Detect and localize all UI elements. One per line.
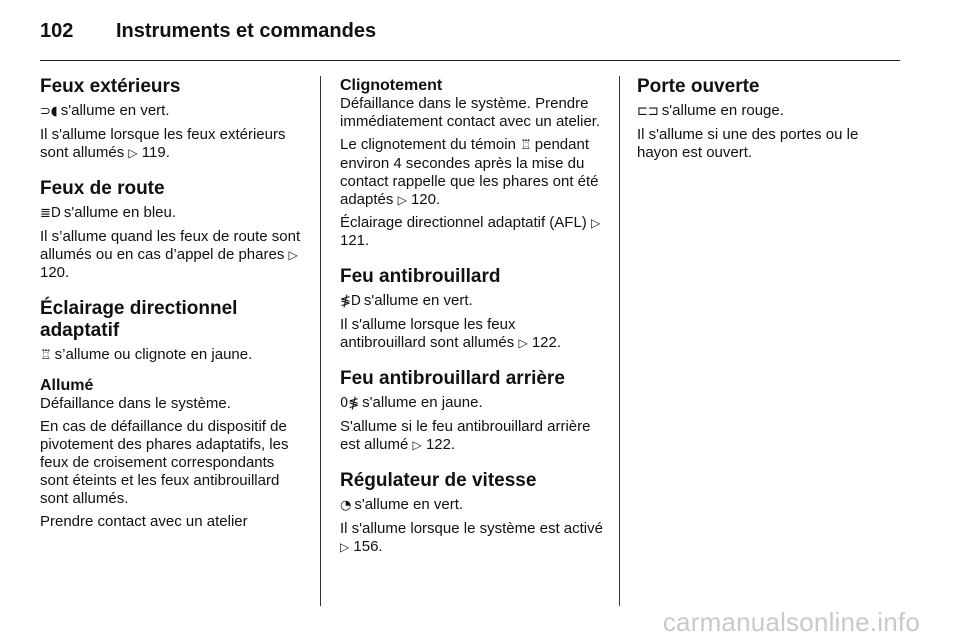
page-ref-arrow-icon: ▷ xyxy=(518,336,528,350)
page-ref-arrow-icon: ▷ xyxy=(412,438,422,452)
fog-light-icon: ≸D xyxy=(340,294,361,309)
feux-ext-text: Il s'allume lorsque les feux extérieurs sont allumés xyxy=(40,126,286,161)
column-divider-2 xyxy=(619,76,620,606)
allume-p2: En cas de défaillance du dispositif de pivotement des phares adaptatifs, les feux de croisement correspondants sont éteints et les feux antibrouillard sont allumés. xyxy=(40,418,289,507)
antibrouillard-arr-line: s'allume en jaune. xyxy=(362,394,483,411)
rear-fog-light-icon: 0≸ xyxy=(340,396,360,411)
feux-route-line: s'allume en bleu. xyxy=(63,204,177,221)
page-number: 102 xyxy=(40,20,74,42)
clignotement-p2-ref: 120. xyxy=(410,191,441,208)
section-title-feux-route: Feux de route xyxy=(40,178,165,199)
afl-icon: ♖ xyxy=(40,348,52,363)
door-open-icon: ⊏⊐ xyxy=(637,104,659,119)
regulateur-text: Il s'allume lorsque le système est activé xyxy=(340,520,603,537)
feux-ext-line: s'allume en vert. xyxy=(60,102,170,119)
subsection-title-allume: Allumé xyxy=(40,377,94,394)
page-ref-arrow-icon: ▷ xyxy=(397,193,407,207)
clignotement-p2b: pendant environ 4 secondes après la mise du contact rappelle que les phares ont été adaptés xyxy=(340,136,599,208)
allume-p3: Prendre contact avec un atelier xyxy=(40,513,248,530)
high-beam-icon: ≣D xyxy=(40,206,61,221)
section-title-antibrouillard-arriere: Feu antibrouillard arrière xyxy=(340,368,565,389)
feux-route-text: Il s’allume quand les feux de route sont allumés ou en cas d’appel de phares xyxy=(40,228,301,263)
page-title: Instruments et commandes xyxy=(116,20,377,42)
clignotement-p3: Éclairage directionnel adaptatif (AFL) xyxy=(340,214,587,231)
section-title-feux-exterieurs: Feux extérieurs xyxy=(40,76,181,97)
column-2 xyxy=(340,76,605,561)
subsection-title-clignotement: Clignotement xyxy=(340,77,443,94)
afl-icon: ♖ xyxy=(520,138,532,153)
page-ref-arrow-icon: ▷ xyxy=(340,540,350,554)
page-ref-arrow-icon: ▷ xyxy=(128,146,138,160)
regulateur-ref: 156. xyxy=(353,538,383,555)
feux-route-ref: 120. xyxy=(40,264,70,281)
section-title-antibrouillard: Feu antibrouillard xyxy=(340,266,501,287)
porte-text: Il s'allume si une des portes ou le hayon est ouvert. xyxy=(637,126,859,161)
regulateur-line: s'allume en vert. xyxy=(354,496,464,513)
afl-line: s’allume ou clignote en jaune. xyxy=(54,346,253,363)
clignotement-p3-ref: 121. xyxy=(340,232,370,249)
feux-ext-ref: 119. xyxy=(141,144,170,161)
exterior-lights-icon: ⊃◖ xyxy=(40,104,58,119)
section-title-regulateur: Régulateur de vitesse xyxy=(340,470,537,491)
cruise-control-icon: ◔ xyxy=(340,498,352,513)
porte-line: s'allume en rouge. xyxy=(661,102,784,119)
section-title-porte-ouverte: Porte ouverte xyxy=(637,76,760,97)
page-ref-arrow-icon: ▷ xyxy=(288,248,298,262)
antibrouillard-arr-text: S'allume si le feu antibrouillard arrière est allumé xyxy=(340,418,591,453)
antibrouillard-line: s'allume en vert. xyxy=(363,292,473,309)
allume-p1: Défaillance dans le système. xyxy=(40,395,231,412)
section-title-afl: Éclairage directionnel adaptatif xyxy=(40,298,238,341)
clignotement-p1: Défaillance dans le système. Prendre immédiatement contact avec un atelier. xyxy=(340,95,601,130)
header-divider xyxy=(40,60,900,61)
page-ref-arrow-icon: ▷ xyxy=(590,216,601,230)
column-1 xyxy=(40,76,305,536)
column-3 xyxy=(637,76,902,167)
watermark: carmanualsonline.info xyxy=(662,607,920,637)
column-divider-1 xyxy=(320,76,321,606)
clignotement-p2a: Le clignotement du témoin xyxy=(340,136,516,153)
antibrouillard-ref: 122. xyxy=(531,334,562,351)
antibrouillard-arr-ref: 122. xyxy=(425,436,456,453)
antibrouillard-text: Il s'allume lorsque les feux antibrouillard sont allumés xyxy=(340,316,516,351)
